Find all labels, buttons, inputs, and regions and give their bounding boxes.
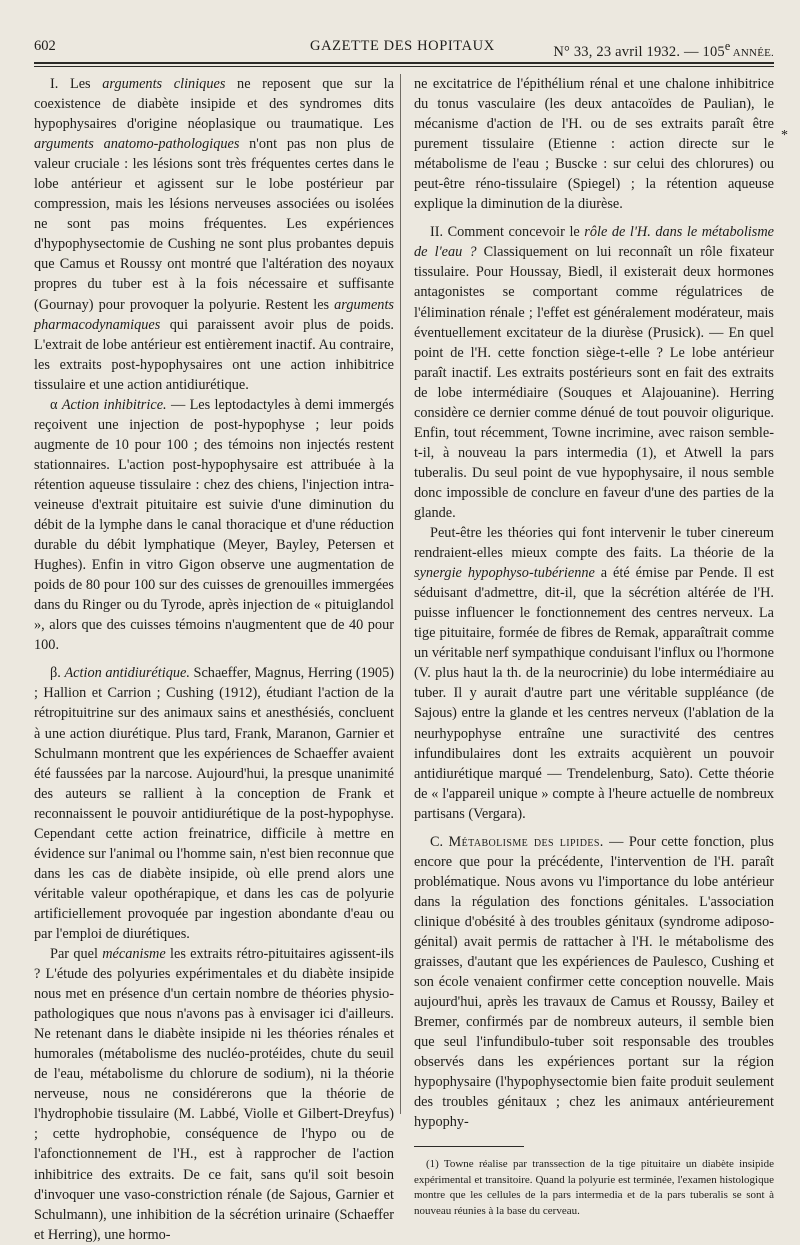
paragraph-arguments: I. Les arguments cliniques ne reposent que sur la coexistence de diabète insipide et des syndromes dits hypophysaires d'origine néoplasique ou traumatique. Les arguments anatomo-pathologiques n'ont pas non plus de valeur cruciale : les lésions sont très fréquentes certes dans le lobe antérieur et agissent sur le lobe postérieur par compression, mais les lésions nerveuses associées ou isolées ne sont pas moins fréquentes. Les expériences d'hypophysectomie de Cushing ne sont plus probantes depuis que Camus et Roussy ont montré que l'altération des noyaux propres du tuber est à la fois nécessaire et suffisante (Gournay) pour provoquer la polyurie. Restent les arguments pharmacodynamiques qui paraissent avoir plus de poids. L'extrait de lobe antérieur est entièrement inactif. Au contraire, les extraits post-hypophysaires ont une action inhibitrice tissulaire et une action antidiurétique. [34,76,394,393]
paragraph-role-metabolisme-eau: II. Comment concevoir le rôle de l'H. dans le métabolisme de l'eau ? Classiquement on lui reconnaît un rôle fixateur tissulaire. Pour Houssay, Biedl, il existerait deux hormones antagonistes se comportant comme régulatrices de l'élimination rénale ; l'effet est généralement modérateur, mais éventuellement excitateur de la diurèse (Prusick). — En quel point de l'H. cette fonction siège-t-elle ? Le lobe antérieur paraît inactif. Les extraits postérieurs sont en fait des extraits de lobe intermédiaire (Souques et Alajouanine). Herring considère ce dernier comme dénué de tout pouvoir oligurique. Enfin, tout récemment, Towne incrimine, avec raison semble-t-il, à nouveau la pars intermedia (1), et Atwell la pars tuberalis. Du seul point de vue hypophysaire, il nous semble donc impossible de conclure en faveur d'une des parties de la glande. [414,224,774,521]
header-rule-thin [34,66,774,67]
issue-annee: ANNÉE. [730,46,774,59]
paragraph-synergie: Peut-être les théories qui font intervenir le tuber cinereum rendraient-elles mieux compte des faits. La théorie de la synergie hypophyso-tubérienne a été émise par Pende. Il est séduisant d'admettre, dit-il, que la sécrétion altérée de l'H. puisse influencer le fonctionnement des centres nerveux. La tige pituitaire, formée de fibres de Remak, apparaîtrait comme un véritable nerf sympathique conduisant l'influx ou l'hormone (V. plus haut la th. de la neurocrinie) du lobe intermédiaire au tuber. Il y aurait d'autre part une véritable suppléance (de Sajous) entre la glande et les centres nerveux (l'ablation de la neurhypophyse entraîne une suractivité des centres infundibulaires dont les extraits acquièrent un pouvoir antidiurétique marqué — Trendelenburg, Sato). Cette théorie de « l'appareil unique » compte à l'heure actuelle de nombreux partisans (Vergara). [414,525,774,822]
issue-ordinal: e [724,39,731,53]
left-column [34,74,394,1245]
header-rule-thick [34,62,774,64]
paragraph-action-antidiuretique: β. Action antidiurétique. Schaeffer, Magnus, Herring (1905) ; Hallion et Carrion ; Cushing (1912), étudiant l'action de la rétropituitrine sur des animaux sains et anesthésiés, concluent à une action diurétique. Plus tard, Frank, Maranon, Garnier et Schulmann montrent que les expériences de Schaeffer avaient été faussées par la narcose. Aujourd'hui, la presque unanimité des auteurs se rallient à la conception de Frank et reconnaissent le pouvoir antidiurétique de la post-hypophyse. Cependant cette action freinatrice, difficile à mettre en évidence sur l'animal ou l'homme sain, n'est bien reconnue que dans les cas de diabète insipide, où elle prend alors une véritable valeur opothérapique, et dans les cas de polyurie artificiellement provoquée par ingestion abondante d'eau ou par l'emploi de diurétiques. [34,665,394,942]
paragraph-action-inhibitrice: α Action inhibitrice. — Les leptodactyles à demi immergés reçoivent une injection de post-hypophyse ; leur poids augmente de 10 pour 100 ; des témoins non injectés restent stationnaires. L'action post-hypophysaire est attribuée à la rétention aqueuse tissulaire : chez des chiens, l'injection intra-veineuse d'extrait pituitaire est suivie d'une diminution du débit de la lymphe dans le canal thoracique et d'une réduction durable du débit lymphatique (Meyer, Bayley, Petersen et Hughes). Enfin in vitro Gigon observe une augmentation de poids de 80 pour 100 sur des cuisses de grenouilles immergées dans du Ringer ou du Tyrode, après injection de « pituiglandol », alors que des cuisses témoins n'augmentent que de 40 pour 100. [34,396,395,654]
page-header [34,36,774,60]
paragraph-mecanisme: Par quel mécanisme les extraits rétro-pituitaires agissent-ils ? L'étude des polyuries expérimentales et du diabète insipide nous met en présence d'un certain nombre de théories physio-pathologiques que nous n'avons pas à envisager ici d'ailleurs. Ne retenant dans le diabète insipide ni les théories rénales et humorales (métabolisme des nucléo-protéides, chute du seuil de l'eau, métabolisme du chlorure de sodium), ni la théorie nerveuse, nous ne considérerons que la théorie de l'hydrophobie tissulaire (M. Labbé, Violle et Gilbert-Dreyfus) ; cette hydrophobie, conséquence de l'hypo ou de l'afonctionnement de l'H., est à rapprocher de l'action inhibitrice des extraits. De ce fait, sans qu'il soit besoin d'invoquer une vaso-constriction rénale (de Sajous, Garnier et Schulmann), une inhibition de la sécrétion urinaire (Schaeffer et Herring), une hormo- [34,946,394,1243]
journal-title: GAZETTE DES HOPITAUX [310,38,495,54]
footnote-rule [414,1146,524,1147]
footnote: (1) Towne réalise par transsection de la tige pituitaire un diabète insipide expérimental et transitoire. Quand la polyurie est terminée, l'examen histologique montre que les cellules de la pars intermedia et de la pars tuberalis se sont à nouveau réunies à la base du cerveau. [414,1158,774,1217]
issue-info [553,36,774,63]
issue-date: N° 33, 23 avril 1932. — 105 [553,43,725,60]
column-divider [400,74,401,1114]
page-number: 602 [34,38,56,54]
right-column [414,74,774,1219]
paragraph-metabolisme-lipides: C. Métabolisme des lipides. — Pour cette fonction, plus encore que pour la précédente, l'intervention de l'H. paraît problématique. Nous avons vu l'importance du lobe antérieur dans la régulation des fonctions génitales. L'association clinique d'obésité à des troubles génitaux (syndrome adiposo-génital) avait permis de rattacher à l'H. le métabolisme des graisses, d'autant que les expériences de Paulesco, Cushing et son école venaient confirmer cette conception nouvelle. Mais aujourd'hui, après les travaux de Camus et Roussy, Bailey et Bremer, confirmés par de nombreux auteurs, il semble bien que seul l'infundibulo-tuber soit responsable des troubles observés dans les expériences portant sur la région hypophysaire (l'hypophysectomie bien faite produit seulement des troubles génitaux ; chez les animaux antérieurement hypophy- [414,833,774,1131]
margin-marker: * [781,128,788,143]
paragraph-continuation: ne excitatrice de l'épithélium rénal et une chalone inhibitrice du tonus vasculaire (les deux antacoïdes de Paulian), le mécanisme d'action de l'H. ou de ses extraits paraît être purement tissulaire (Etienne : action directe sur le métabolisme de l'eau ; Buscke : sur celui des chlorures) ou peut-être réno-tissulaire (Spiegel) ; la rétention aqueuse explique la diminution de la diurèse. [414,76,774,213]
